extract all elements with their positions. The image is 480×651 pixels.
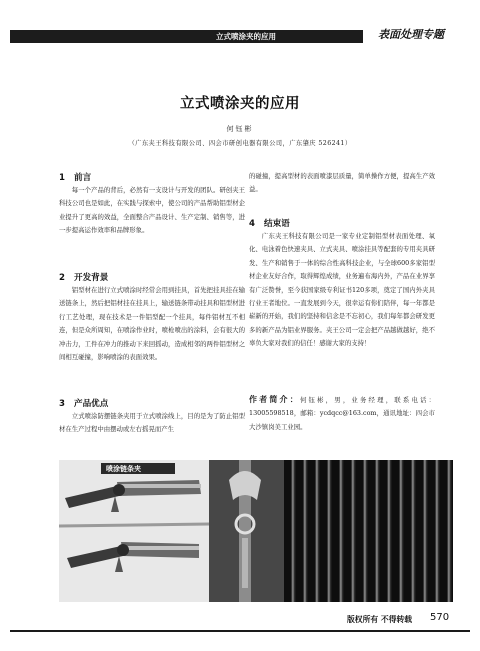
- section-3-body: 立式喷涂防摆链条夹用于立式喷涂线上，目的是为了防止铝型材在生产过程中由摆动或左右摇晃而产生: [59, 412, 245, 434]
- section-2-body: 铝型材在进行立式喷涂时经常会用到挂具，首先把挂具挂在输送链条上，然后把铝材挂在挂具上，输送链条带动挂具和铝型材进行工艺处理，现在技术是一件铝型配一个挂具，每件铝材互不相连，但是众所周知，在喷涂作业时，喷枪喷出的涂料，会有很大的冲击力，工件在冲力的推动下来回摇动，造成相邻的两件铝型材之间相互碰撞，影响喷涂的表面效果。: [59, 286, 245, 362]
- section-2-heading: [59, 271, 108, 283]
- section-2-title: 开发背景: [73, 273, 109, 283]
- profiles-photo-panel: [284, 460, 453, 602]
- section-3-body-continued: 的碰撞，提高型材的表面喷漆层质量，简单操作方便，提高生产效益。: [249, 172, 435, 194]
- product-photo: [59, 460, 453, 602]
- section-1-title: 前言: [73, 173, 92, 183]
- section-1-heading: [59, 171, 91, 183]
- section-3-heading: [59, 397, 108, 409]
- author-bio: [249, 393, 435, 434]
- section-4-number: 4: [249, 219, 255, 229]
- footer-rule: [10, 630, 470, 632]
- section-2-number: 2: [59, 273, 65, 283]
- section-3-number: 3: [59, 399, 65, 409]
- section-4-heading: [249, 217, 290, 229]
- article-affiliation: （广东夹王科技有限公司、四会市研创电器有限公司，广东肇庆 526241）: [128, 140, 352, 147]
- section-1-number: 1: [59, 173, 65, 183]
- section-4-body: 广东夹王科技有限公司是一家专业定制铝型材表面处理、氧化、电泳着色快速夹具、立式夹具、喷涂挂具等配套的专用夹具研发、生产和销售于一体的综合性高科技企业，与全球600多家铝型材企业友好合作，取得辉煌成绩，业务遍布海内外，产品在业界享有广泛赞誉，至今获国家级专利证书120多项，奠定了国内外夹具行业王者地位。一直发展到今天，很幸运有你们陪伴，每一年都是崭新的开始，我们的坚持和信念是不忘初心，我们每年都会研发更多的新产品为铝业界服务。夹王公司一定会把产品越做越好，绝不辜负大家对我们的信任！感谢大家的支持！: [249, 232, 435, 348]
- clip-photo-panel: [59, 460, 209, 602]
- section-label: 表面处理专题: [378, 28, 444, 41]
- page-number: 570: [430, 612, 450, 623]
- chain-clip-illustration: [59, 460, 209, 602]
- section-4-title: 结束语: [263, 219, 290, 229]
- article-author: 何钰彬: [226, 125, 254, 133]
- clip-closeup-panel: [209, 460, 284, 602]
- hook-closeup-illustration: [209, 460, 284, 602]
- section-3-title: 产品优点: [73, 399, 109, 409]
- author-bio-text: 何钰彬，男，业务经理，联系电话：13005598518，邮箱：ycdqcc@163.com，通讯地址：四会市大沙镇岗美工业园。: [249, 396, 435, 431]
- article-title: 立式喷涂夹的应用: [180, 95, 300, 112]
- section-1-body: 每一个产品的背后，必然有一支设计与开发的团队。研创夹王科技公司也是如此，在实践与探索中，使公司的产品帮助铝型材企业提升了更高的效益，全面整合产品设计、生产定制、销售等，进一步提高运作效率和品牌形象。: [59, 186, 245, 235]
- author-bio-label: 作者简介：: [249, 395, 300, 404]
- photo-caption: 喷涂链条夹: [106, 464, 141, 473]
- footer-rights: 版权所有 不得转载: [347, 615, 413, 624]
- running-header-title: 立式喷涂夹的应用: [216, 32, 276, 41]
